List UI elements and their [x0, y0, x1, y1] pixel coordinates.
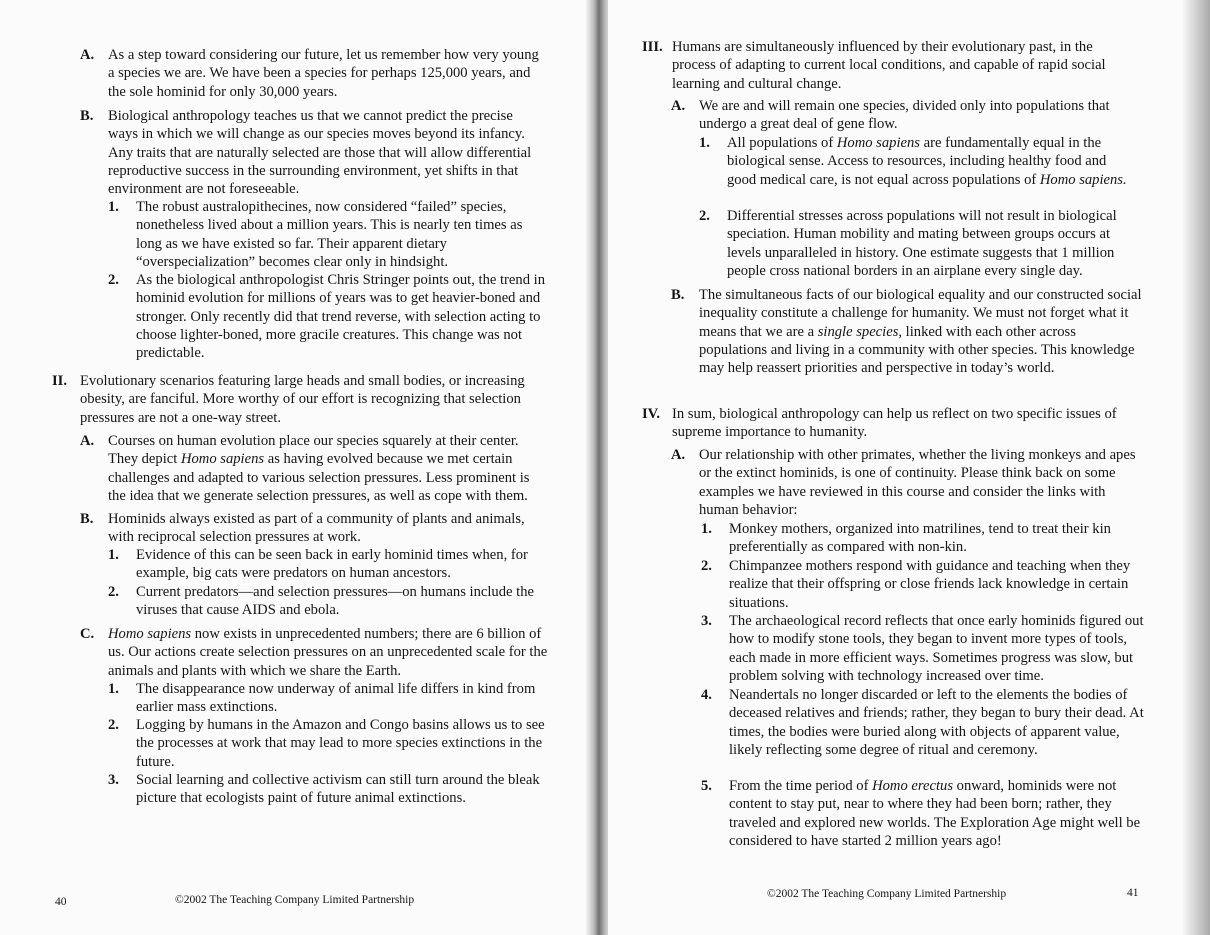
outline-marker: B.	[80, 511, 94, 527]
outline-marker: 2.	[108, 584, 119, 600]
outline-marker: 2.	[108, 717, 119, 733]
outline-item	[701, 686, 1147, 759]
outline-text: Social learning and collective activism can still turn around the bleak picture that ecologists paint of future animal extinctions.	[136, 772, 540, 807]
page-footer: ©2002 The Teaching Company Limited Partnership	[767, 888, 1007, 900]
outline-marker: 2.	[701, 558, 712, 574]
page-footer: ©2002 The Teaching Company Limited Partnership	[175, 894, 415, 906]
outline-item	[108, 716, 548, 771]
outline-item	[701, 777, 1147, 850]
outline-item	[701, 520, 1143, 557]
outline-item	[671, 97, 1139, 134]
outline-text: Monkey mothers, organized into matrilines, tend to treat their kin preferentially as compared with non-kin.	[729, 521, 1111, 556]
page-number: 41	[1127, 887, 1139, 899]
outline-marker: 1.	[701, 521, 712, 537]
outline-item	[80, 46, 540, 101]
outline-marker: B.	[80, 108, 94, 124]
outline-text: As a step toward considering our future, let us remember how very young a species we are. We have been a species for perhaps 125,000 years, and the sole hominid for only 30,000 years.	[108, 47, 539, 100]
outline-item	[699, 134, 1139, 189]
outline-marker: IV.	[642, 406, 660, 422]
page-edge-right	[1182, 0, 1210, 935]
outline-text: The disappearance now underway of animal life differs in kind from earlier mass extinctions.	[136, 681, 536, 716]
outline-text: Homo sapiens now exists in unprecedented numbers; there are 6 billion of us. Our actions create selection pressures on an unprecedented scale for the animals and plants with which we share the Earth.	[108, 626, 548, 679]
outline-marker: II.	[52, 373, 68, 389]
outline-text: The archaeological record reflects that once early hominids figured out how to modify stone tools, they began to invent more types of tools, each made in more efficient ways. Sometimes progress was slow, but problem solving with technology increased over time.	[729, 613, 1144, 684]
outline-item	[52, 372, 548, 427]
outline-item	[108, 583, 548, 620]
right-page	[608, 0, 1210, 935]
outline-text: Differential stresses across populations will not result in biological speciation. Human mobility and mating between groups occurs at levels unparalleled in history. One estimate suggests that 1 million people cross national borders in an airplane every single day.	[727, 208, 1117, 279]
outline-text: As the biological anthropologist Chris Stringer points out, the trend in hominid evolution for millions of years was to get heavier-boned and stronger. Only recently did that trend reverse, with selection acting to choose lighter-boned, more gracile creatures. This change was not predictable.	[136, 272, 545, 362]
outline-marker: 1.	[108, 547, 119, 563]
outline-text: All populations of Homo sapiens are fundamentally equal in the biological sense. Access to resources, including healthy food and good medical care, is not equal across populations of Homo sapiens.	[727, 135, 1127, 188]
outline-text: The robust australopithecines, now considered “failed” species, nonetheless lived about a million years. This is nearly ten times as long as we have existed so far. Their apparent dietary “overspecialization” becomes clear only in hindsight.	[136, 199, 523, 270]
outline-text: Current predators—and selection pressures—on humans include the viruses that cause AIDS and ebola.	[136, 584, 534, 619]
outline-item	[642, 405, 1146, 442]
page-number: 40	[55, 896, 67, 908]
outline-marker: A.	[671, 98, 686, 114]
outline-marker: 1.	[699, 135, 710, 151]
outline-marker: A.	[80, 433, 95, 449]
outline-marker: 2.	[699, 208, 710, 224]
outline-text: We are and will remain one species, divided only into populations that undergo a great deal of gene flow.	[699, 98, 1110, 133]
outline-item	[80, 625, 548, 680]
outline-marker: B.	[671, 287, 685, 303]
outline-marker: C.	[80, 626, 95, 642]
outline-item	[108, 546, 548, 583]
outline-text: Logging by humans in the Amazon and Congo basins allows us to see the processes at work that may lead to more species extinctions in the future.	[136, 717, 545, 770]
outline-item	[701, 557, 1143, 612]
outline-text: From the time period of Homo erectus onward, hominids were not content to stay put, near to where they had been born; rather, they traveled and explored new worlds. The Exploration Age might well be considered to have started 2 million years ago!	[729, 778, 1141, 849]
outline-marker: 3.	[108, 772, 119, 788]
outline-item	[108, 271, 548, 362]
outline-text: Our relationship with other primates, whether the living monkeys and apes or the extinct hominids, is one of continuity. Please think back on some examples we have reviewed in this course and consider the links with human behavior:	[699, 447, 1136, 518]
outline-item	[108, 771, 548, 808]
outline-item	[701, 612, 1147, 685]
outline-item	[80, 107, 542, 198]
outline-marker: A.	[671, 447, 686, 463]
outline-text: Chimpanzee mothers respond with guidance and teaching when they realize that their offspring or close friends lack knowledge in certain situations.	[729, 558, 1131, 611]
outline-text: Neandertals no longer discarded or left to the elements the bodies of deceased relatives and friends; rather, they began to bury their dead. At times, the bodies were buried along with objects of apparent value, likely reflecting some degree of ritual and ceremony.	[729, 687, 1144, 758]
outline-marker: 4.	[701, 687, 712, 703]
outline-item	[80, 510, 550, 547]
outline-marker: 3.	[701, 613, 712, 629]
outline-text: The simultaneous facts of our biological equality and our constructed social inequality constitute a challenge for humanity. We must not forget what it means that we are a single species, linked with each other across populations and living in a community with other species. This knowledge may help reassert priorities and perspective in today’s world.	[699, 287, 1142, 377]
outline-text: Evolutionary scenarios featuring large heads and small bodies, or increasing obesity, are fanciful. More worthy of our effort is recognizing that selection pressures are not a one-way street.	[80, 373, 525, 426]
left-page	[0, 0, 594, 935]
outline-text: Hominids always existed as part of a community of plants and animals, with reciprocal selection pressures at work.	[108, 511, 525, 546]
outline-marker: 1.	[108, 199, 119, 215]
outline-item	[642, 38, 1140, 93]
outline-item	[108, 680, 548, 717]
outline-text: Evidence of this can be seen back in early hominid times when, for example, big cats were predators on human ancestors.	[136, 547, 528, 582]
outline-marker: 5.	[701, 778, 712, 794]
outline-marker: 2.	[108, 272, 119, 288]
outline-text: Biological anthropology teaches us that we cannot predict the precise ways in which we will change as our species moves beyond its infancy. Any traits that are naturally selected are those that will allow differential reproductive success in the surrounding environment, yet shifts in that environment are not foreseeable.	[108, 108, 532, 198]
outline-item	[699, 207, 1145, 280]
outline-text: Courses on human evolution place our species squarely at their center. They depict Homo sapiens as having evolved because we met certain challenges and adapted to various selection pressures. Less prominent is the idea that we generate selection pressures, as well as cope with them.	[108, 433, 530, 504]
outline-item	[80, 432, 550, 505]
outline-item	[671, 446, 1145, 519]
outline-text: In sum, biological anthropology can help us reflect on two specific issues of supreme importance to humanity.	[672, 406, 1117, 441]
outline-item	[671, 286, 1145, 377]
outline-marker: III.	[642, 39, 663, 55]
outline-marker: A.	[80, 47, 95, 63]
outline-text: Humans are simultaneously influenced by their evolutionary past, in the process of adapting to current local conditions, and capable of rapid social learning and cultural change.	[672, 39, 1106, 92]
outline-marker: 1.	[108, 681, 119, 697]
outline-item	[108, 198, 542, 271]
